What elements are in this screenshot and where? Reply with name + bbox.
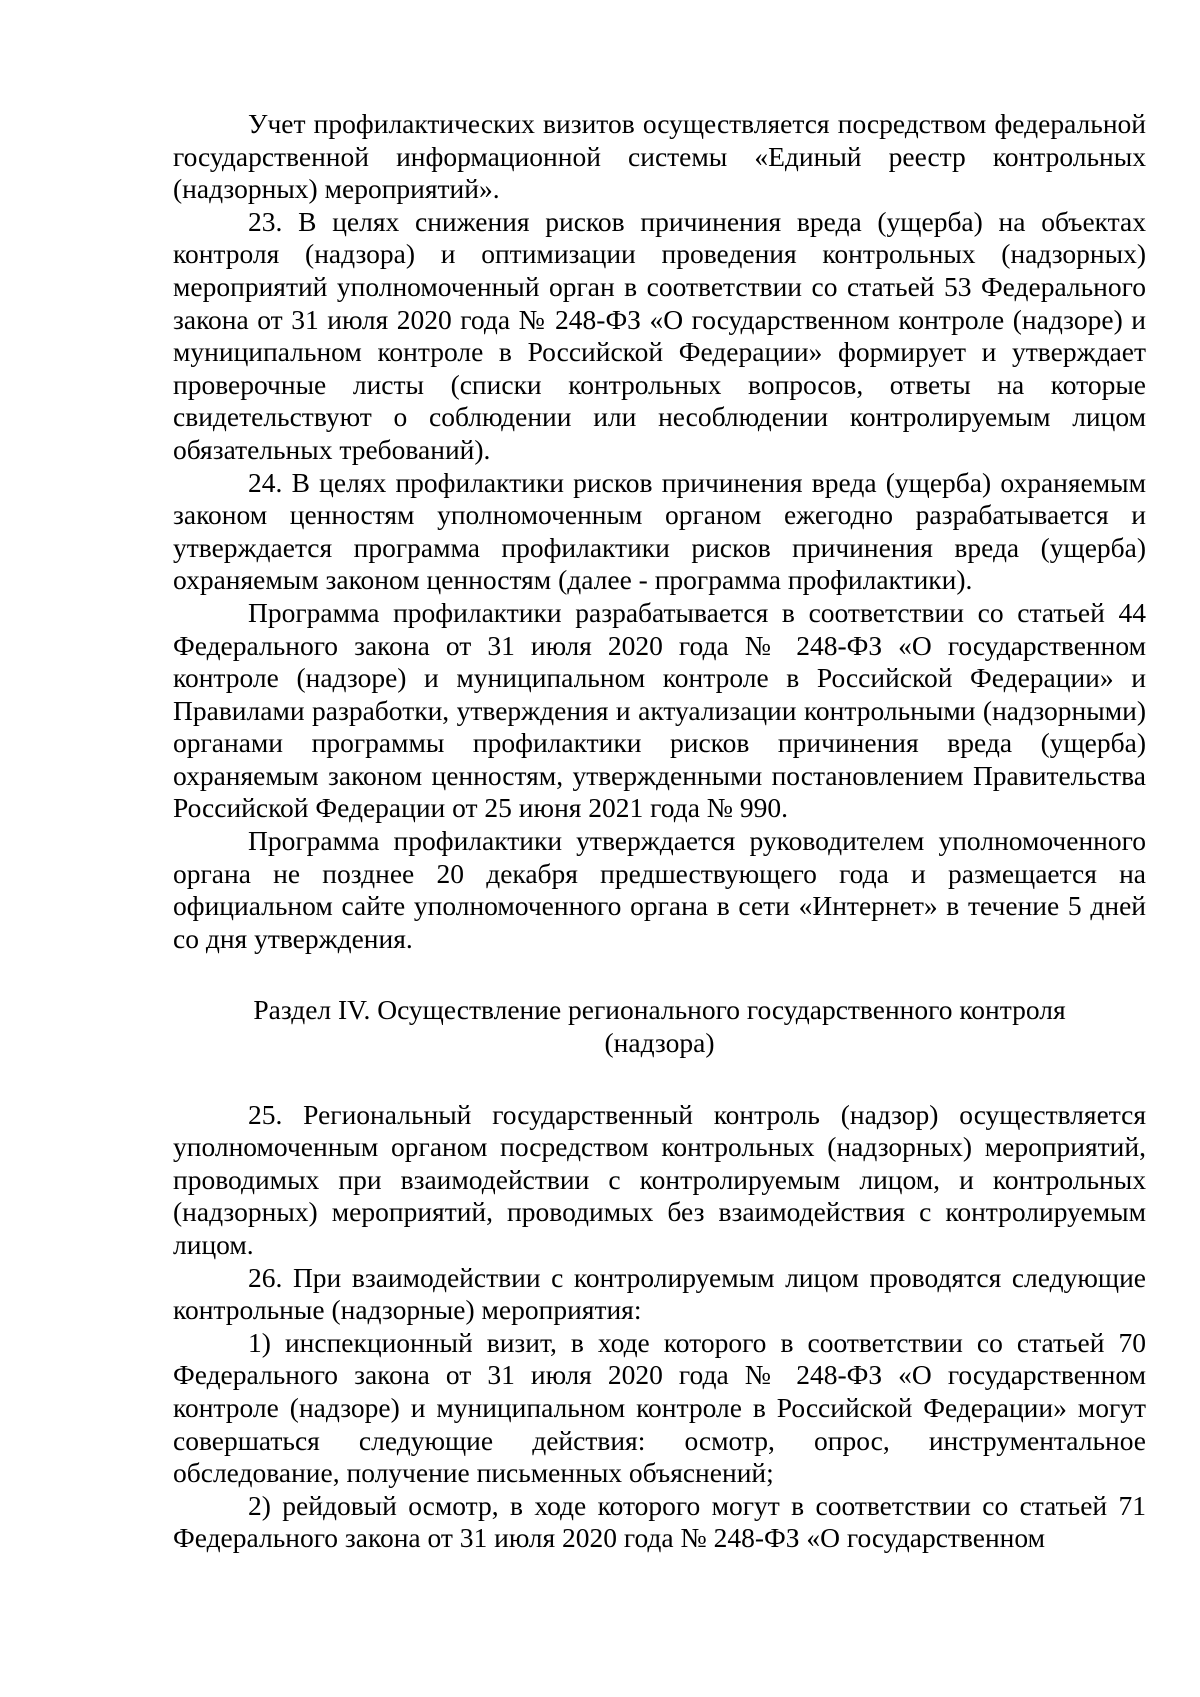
paragraph-visits-registry: Учет профилактических визитов осуществляется посредством федеральной государственной информационной системы «Единый реестр контрольных (надзорных) мероприятий». — [173, 108, 1146, 205]
section-heading-line1: Раздел IV. Осуществление регионального государственного контроля — [253, 994, 1066, 1026]
document-body — [173, 108, 1146, 1555]
paragraph-program-approval: Программа профилактики утверждается руководителем уполномоченного органа не позднее 20 декабря предшествующего года и размещается на официальном сайте уполномоченного органа в сети «Интернет» в течение 5 дней со дня утверждения. — [173, 825, 1146, 954]
list-item-1: 1) инспекционный визит, в ходе которого в соответствии со статьей 70 Федерального закона от 31 июля 2020 года № 248-ФЗ «О государственном контроле (надзоре) и муниципальном контроле в Российской Федерации» могут совершаться следующие действия: осмотр, опрос, инструментальное обследование, получение письменных объяснений; — [173, 1326, 1146, 1489]
paragraph-23: 23. В целях снижения рисков причинения вреда (ущерба) на объектах контроля (надзора) и оптимизации проведения контрольных (надзорных) мероприятий уполномоченный орган в соответствии со статьей 53 Федерального закона от 31 июля 2020 года № 248-ФЗ «О государственном контроле (надзоре) и муниципальном контроле в Российской Федерации» формирует и утверждает проверочные листы (списки контрольных вопросов, ответы на которые свидетельствуют о соблюдении или несоблюдении контролируемым лицом обязательных требований). — [173, 205, 1146, 465]
paragraph-25: 25. Региональный государственный контроль (надзор) осуществляется уполномоченным органом посредством контрольных (надзорных) мероприятий, проводимых при взаимодействии с контролируемым лицом, и контрольных (надзорных) мероприятий, проводимых без взаимодействия с контролируемым лицом. — [173, 1098, 1146, 1260]
section-heading-line2: (надзора) — [604, 1027, 715, 1059]
list-item-2: 2) рейдовый осмотр, в ходе которого могут в соответствии со статьей 71 Федерального закона от 31 июля 2020 года № 248-ФЗ «О государственном — [173, 1489, 1146, 1554]
paragraph-26: 26. При взаимодействии с контролируемым лицом проводятся следующие контрольные (надзорные) мероприятия: — [173, 1261, 1146, 1326]
section-heading — [173, 994, 1146, 1059]
paragraph-24: 24. В целях профилактики рисков причинения вреда (ущерба) охраняемым законом ценностям уполномоченным органом ежегодно разрабатывается и утверждается программа профилактики рисков причинения вреда (ущерба) охраняемым законом ценностям (далее - программа профилактики). — [173, 466, 1146, 596]
paragraph-program-development: Программа профилактики разрабатывается в соответствии со статьей 44 Федерального закона от 31 июля 2020 года № 248-ФЗ «О государственном контроле (надзоре) и муниципальном контроле в Российской Федерации» и Правилами разработки, утверждения и актуализации контрольными (надзорными) органами программы профилактики рисков причинения вреда (ущерба) охраняемым законом ценностям, утвержденными постановлением Правительства Российской Федерации от 25 июня 2021 года № 990. — [173, 596, 1146, 824]
